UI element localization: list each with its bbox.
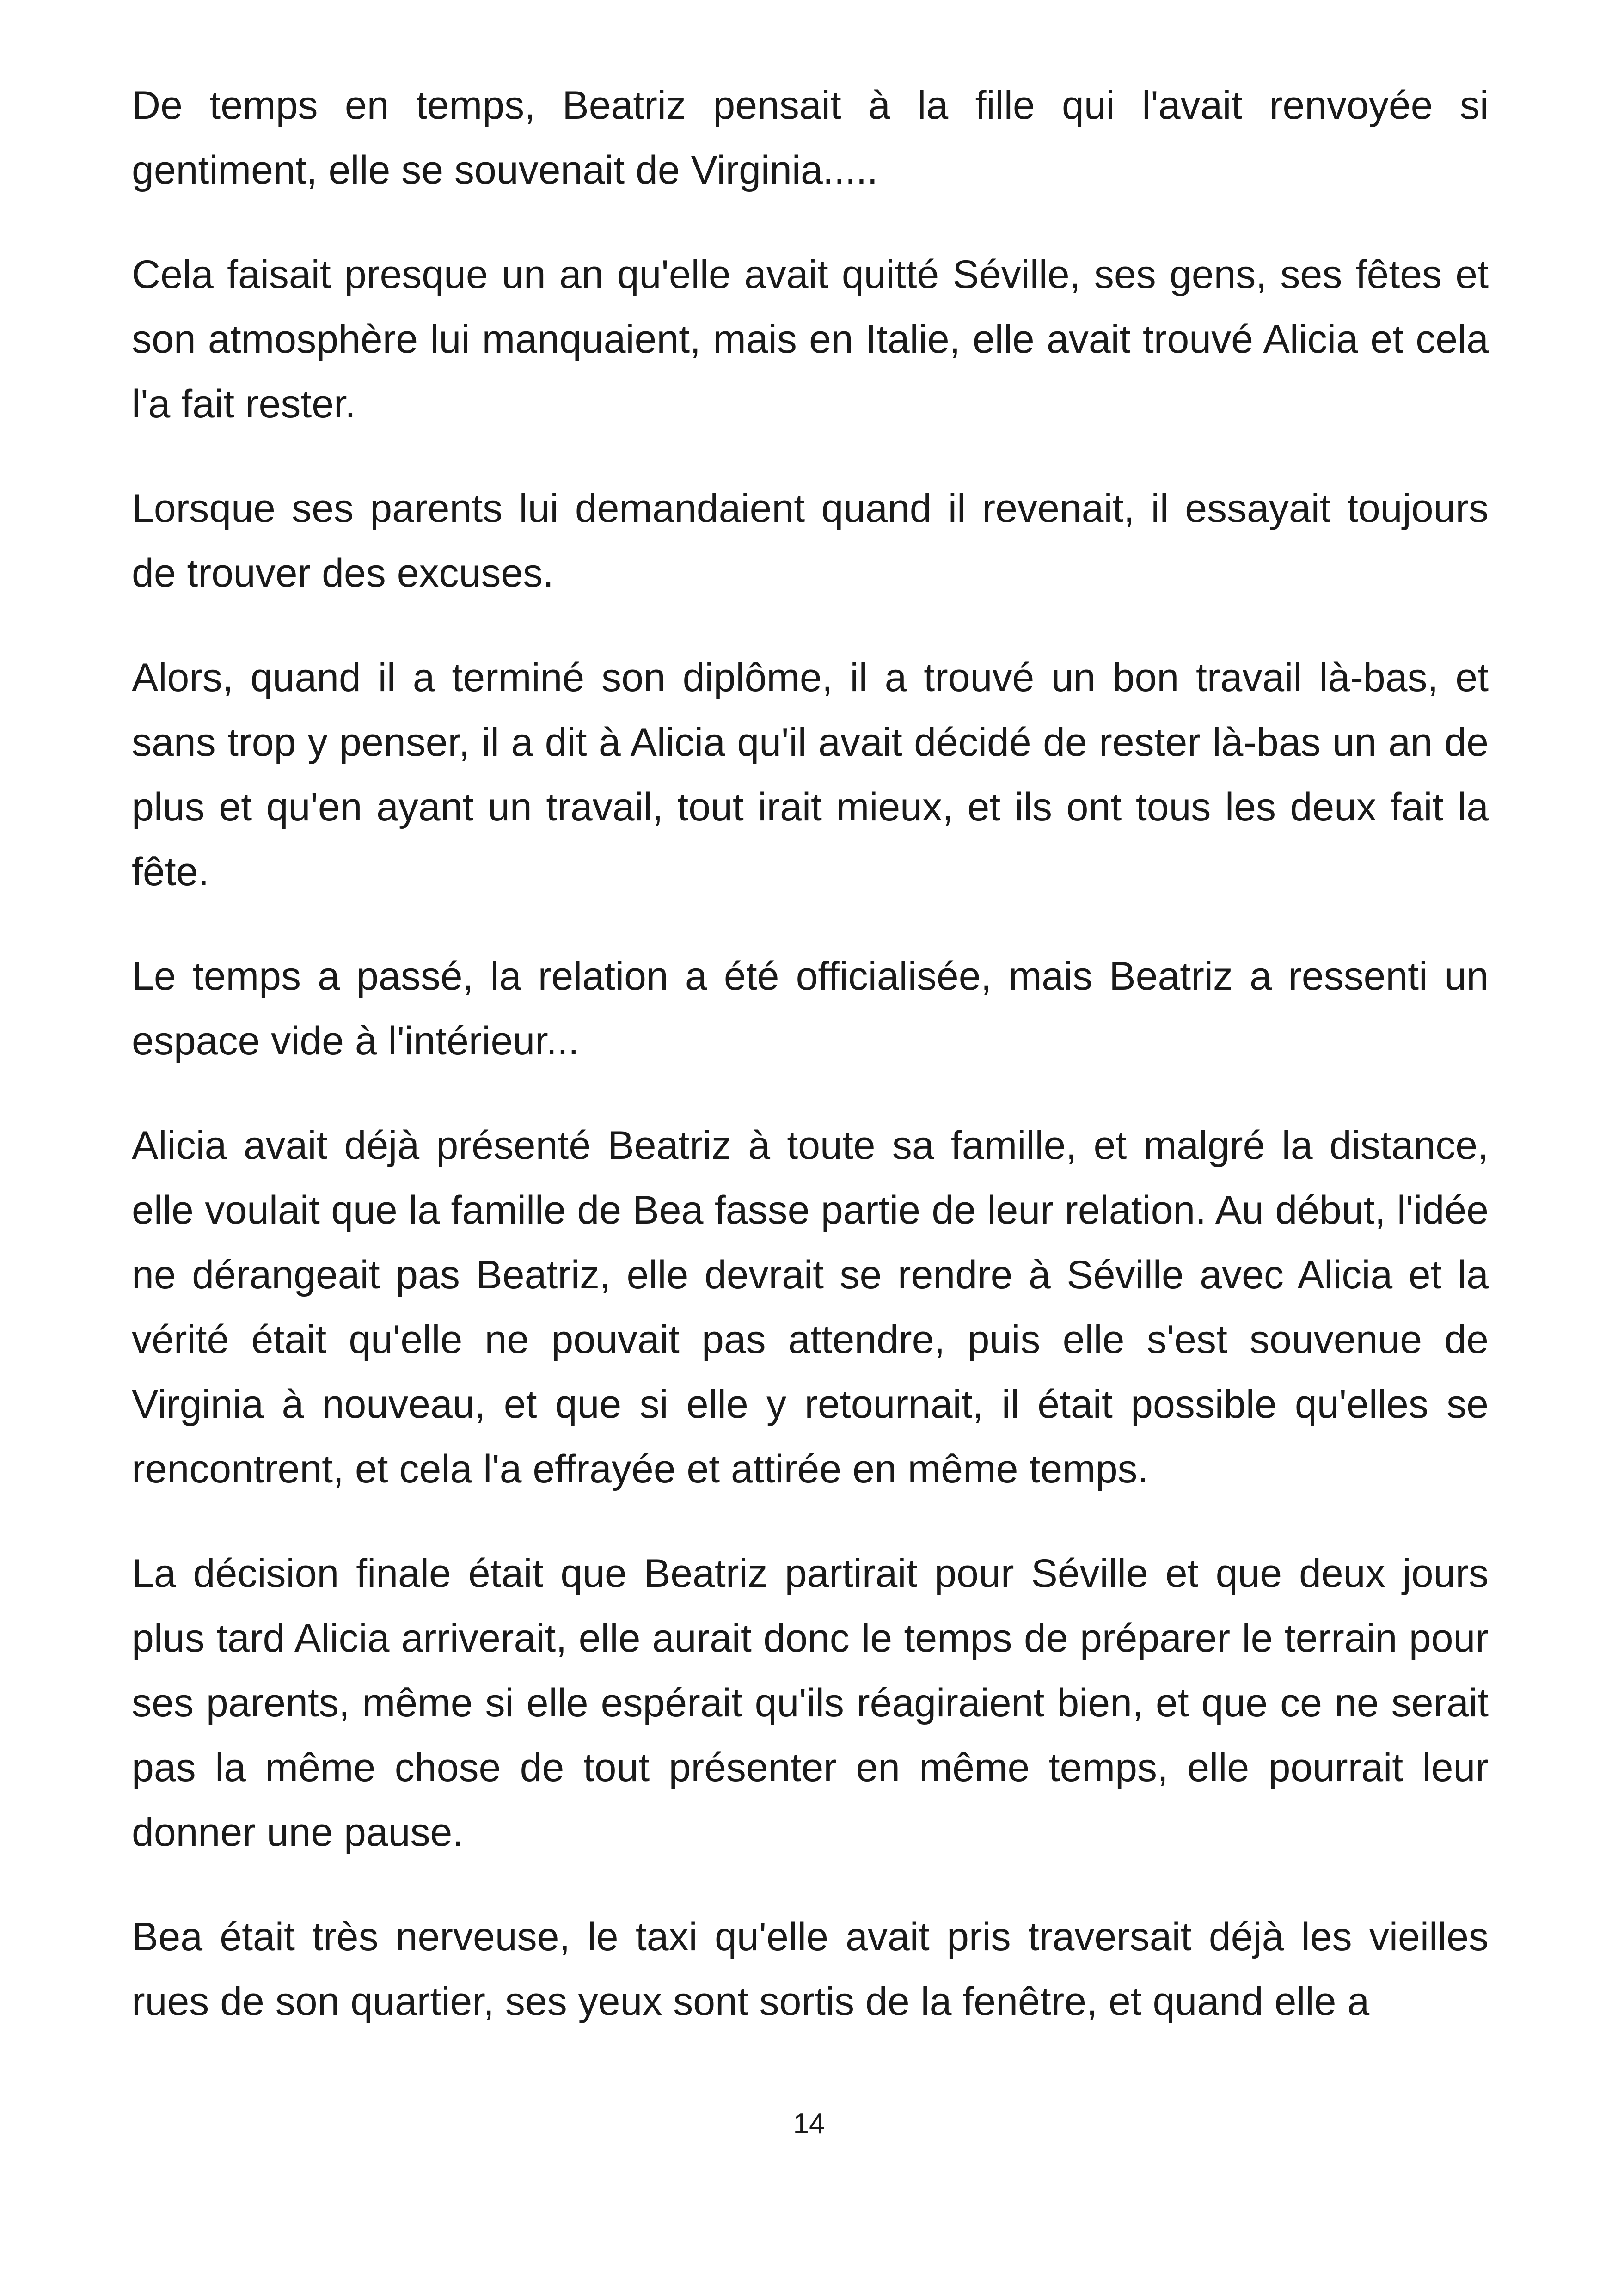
paragraph: De temps en temps, Beatriz pensait à la fille qui l'avait renvoyée si gentiment, elle se souvenait de Virginia..... [132,83,1489,192]
paragraph: Lorsque ses parents lui demandaient quand il revenait, il essayait toujours de trouver des excuses. [132,486,1489,595]
paragraph: Alors, quand il a terminé son diplôme, il a trouvé un bon travail là-bas, et sans trop y penser, il a dit à Alicia qu'il avait décidé de rester là-bas un an de plus et qu'en ayant un travail, tout irait mieux, et ils ont tous les deux fait la fête. [132,655,1489,894]
paragraph: Bea était très nerveuse, le taxi qu'elle avait pris traversait déjà les vieilles rues de son quartier, ses yeux sont sortis de la fenêtre, et quand elle a [132,1915,1489,2024]
paragraph: Cela faisait presque un an qu'elle avait quitté Séville, ses gens, ses fêtes et son atmosphère lui manquaient, mais en Italie, elle avait trouvé Alicia et cela l'a fait rester. [132,252,1489,426]
paragraph: Le temps a passé, la relation a été officialisée, mais Beatriz a ressenti un espace vide à l'intérieur... [132,954,1489,1063]
paragraph: La décision finale était que Beatriz partirait pour Séville et que deux jours plus tard Alicia arriverait, elle aurait donc le temps de préparer le terrain pour ses parents, même si elle espérait qu'ils réagiraient bien, et que ce ne serait pas la même chose de tout présenter en même temps, elle pourrait leur donner une pause. [132,1551,1489,1855]
paragraph: Alicia avait déjà présenté Beatriz à toute sa famille, et malgré la distance, elle voulait que la famille de Bea fasse partie de leur relation. Au début, l'idée ne dérangeait pas Beatriz, elle devrait se rendre à Séville avec Alicia et la vérité était qu'elle ne pouvait pas attendre, puis elle s'est souvenue de Virginia à nouveau, et que si elle y retournait, il était possible qu'elles se rencontrent, et cela l'a effrayée et attirée en même temps. [132,1123,1489,1491]
page-number: 14 [793,2108,825,2140]
body-text [132,73,1489,2074]
